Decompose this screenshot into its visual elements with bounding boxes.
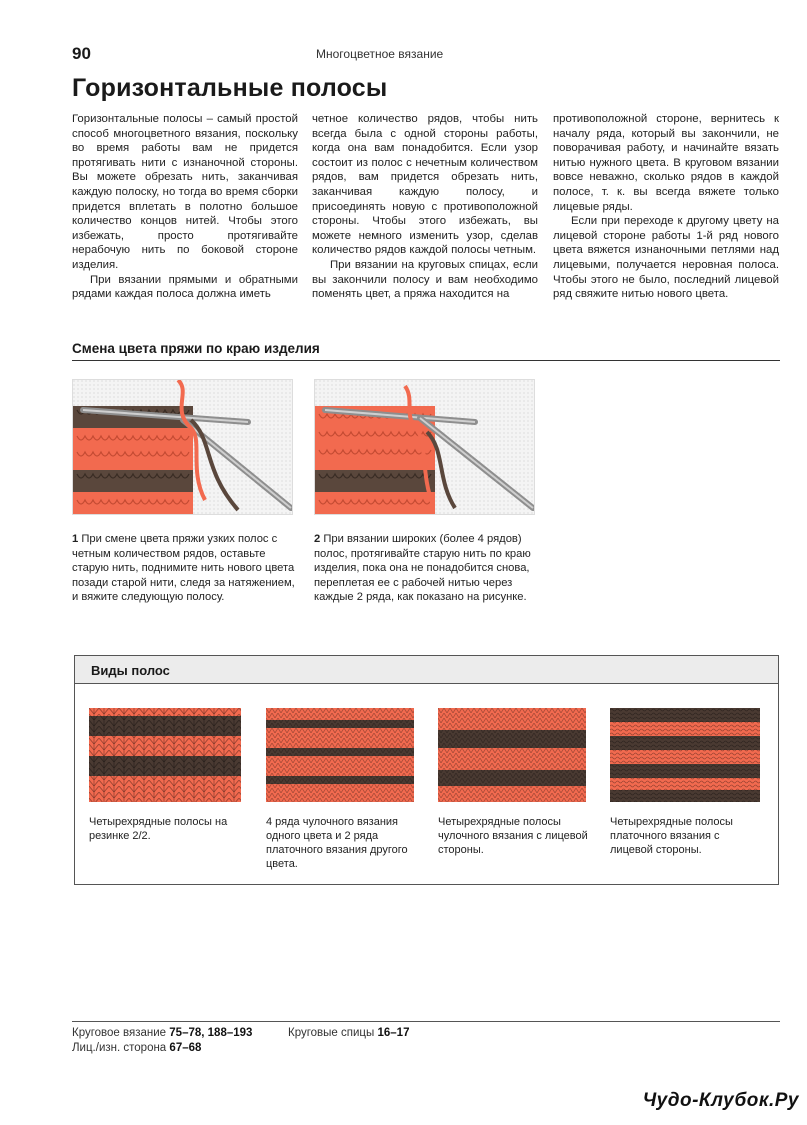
section-divider — [72, 360, 780, 361]
step-caption-2 — [314, 532, 540, 605]
step-number: 2 — [314, 533, 321, 545]
paragraph: четное количество рядов, чтобы нить всегда была с одной стороны работы, когда она вам понадобится. Если узор состоит из полос с нечетным количеством рядов, вам придется обрезать нить, заканчивая каждую полосу, и присоединять новую с противоположной стороны. Чтобы этого избежать, вы можете немного изменить узор, сделав количество рядов каждой полосы четным. — [312, 113, 538, 257]
paragraph: Если при переходе к другому цвету на лицевой стороне работы 1-й ряд нового цвета вяжется изнаночными петлями над лицевыми, получается неровная полоса. Чтобы этого не было, последний лицевой ряд свяжите нитью нового цвета. — [553, 215, 779, 301]
swatch-caption: Четырехрядные полосы на резинке 2/2. — [89, 816, 228, 842]
body-column-1 — [72, 112, 298, 302]
knitting-illustration-1 — [72, 379, 293, 515]
swatch-stocking-stripes-svg — [438, 708, 586, 802]
body-column-2 — [312, 112, 538, 302]
footer-cross-reference — [72, 1027, 252, 1039]
knitting-illustration-1-svg — [73, 380, 293, 515]
ref-label: Лиц./изн. сторона — [72, 1042, 167, 1054]
footer-cross-reference — [288, 1027, 409, 1039]
swatch-stocking-garter — [266, 708, 414, 802]
ref-label: Круговые спицы — [288, 1027, 375, 1039]
swatch-rib-stripes — [89, 708, 241, 802]
swatch-caption: Четырехрядные полосы платочного вязания с лицевой стороны. — [610, 816, 733, 856]
swatch-rib-stripes-svg — [89, 708, 241, 802]
body-column-3 — [553, 112, 779, 302]
swatch-caption: 4 ряда чулочного вязания одного цвета и 2 ряда платочного вязания другого цвета. — [266, 816, 408, 870]
knitting-illustration-2-svg — [315, 380, 535, 515]
ref-pages: 75–78, 188–193 — [169, 1027, 253, 1039]
knitting-illustration-2 — [314, 379, 535, 515]
paragraph: При вязании прямыми и обратными рядами каждая полоса должна иметь — [72, 273, 298, 301]
running-head: Многоцветное вязание — [316, 47, 444, 61]
stripe-types-header — [75, 656, 778, 684]
footer-cross-reference — [72, 1042, 201, 1054]
step-text: При смене цвета пряжи узких полос с четным количеством рядов, оставьте старую нить, поднимите нить нового цвета позади старой нити, следя за натяжением, и вяжите следующую полосу. — [72, 533, 295, 603]
paragraph: Горизонтальные полосы – самый простой способ многоцветного вязания, поскольку во время работы вам не придется протягивать нити с изнаночной стороны. Вы можете обрезать нить, заканчивая каждую полоску, но тогда во время сборки придется вплетать в полотно большое количество концов нитей. Чтобы этого избежать, просто протягивайте нерабочую нить по боковой стороне изделия. — [72, 113, 298, 271]
box-title: Виды полос — [91, 663, 170, 678]
step-caption-1 — [72, 532, 298, 605]
swatch-caption: Четырехрядные полосы чулочного вязания с лицевой стороны. — [438, 816, 588, 856]
swatch-stocking-garter-svg — [266, 708, 414, 802]
swatch-garter-stripes-svg — [610, 708, 760, 802]
ref-pages: 16–17 — [377, 1027, 410, 1039]
footer-divider — [72, 1021, 780, 1022]
step-text: При вязании широких (более 4 рядов) полос, протягивайте старую нить по краю изделия, пока она не понадобится снова, переплетая ее с рабочей нитью через каждые 2 ряда, как показано на рисунке. — [314, 533, 531, 603]
paragraph: противоположной стороне, вернитесь к началу ряда, который вы закончили, не поворачивая работу, и начинайте вязать нитью нужного цвета. В круговом вязании вовсе неважно, сколько рядов в каждой полосе, т. к. вы всегда вяжете только лицевые ряды. — [553, 113, 779, 213]
page-title: Горизонтальные полосы — [72, 74, 388, 102]
paragraph: При вязании на круговых спицах, если вы закончили полосу и вам необходимо поменять цвет, а пряжа находится на — [312, 258, 538, 301]
swatch-garter-stripes — [610, 708, 760, 802]
ref-pages: 67–68 — [169, 1042, 202, 1054]
site-watermark: Чудо-Клубок.Ру — [642, 1090, 799, 1111]
ref-label: Круговое вязание — [72, 1027, 167, 1039]
page-number: 90 — [72, 44, 91, 63]
section-title: Смена цвета пряжи по краю изделия — [72, 341, 320, 356]
step-number: 1 — [72, 533, 79, 545]
swatch-stocking-stripes — [438, 708, 586, 802]
